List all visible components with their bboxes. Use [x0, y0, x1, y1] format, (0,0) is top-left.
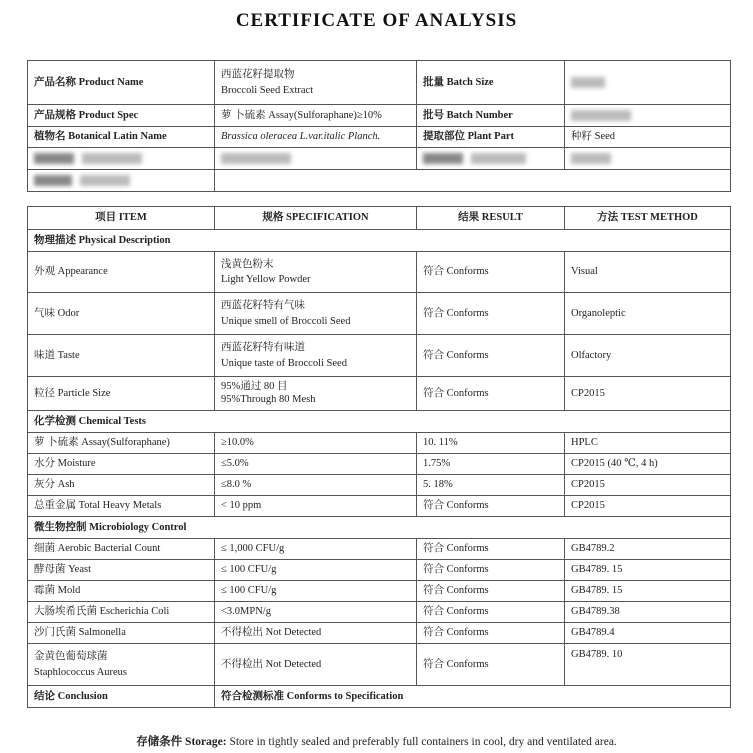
- result-cell: 符合 Conforms: [417, 560, 565, 581]
- product-spec-value: 萝 卜硫素 Assay(Sulforaphane)≥10%: [215, 105, 417, 127]
- empty-cell: [215, 170, 731, 192]
- result-cell: 符合 Conforms: [417, 377, 565, 411]
- item-cell: 细菌 Aerobic Bacterial Count: [28, 539, 215, 560]
- item-cell: 气味 Odor: [28, 293, 215, 335]
- table-row: [28, 475, 731, 496]
- redacted-value: [565, 148, 731, 170]
- method-cell: CP2015 (40 ℃, 4 h): [565, 454, 731, 475]
- item-cell: 总重金属 Total Heavy Metals: [28, 496, 215, 517]
- header-test-method: 方法 TEST METHOD: [565, 207, 731, 230]
- spec-en: Light Yellow Powder: [221, 274, 311, 285]
- redacted-label: [28, 148, 215, 170]
- method-cell: Organoleptic: [565, 293, 731, 335]
- product-name-en: Broccoli Seed Extract: [221, 84, 314, 96]
- method-cell: GB4789.38: [565, 602, 731, 623]
- product-spec-label: 产品规格 Product Spec: [28, 105, 215, 127]
- item-cell: [28, 644, 215, 686]
- header-specification: 规格 SPECIFICATION: [215, 207, 417, 230]
- item-cell: 沙门氏菌 Salmonella: [28, 623, 215, 644]
- conclusion-row: [28, 686, 731, 708]
- item-cell: 灰分 Ash: [28, 475, 215, 496]
- botanical-name-value: Brassica oleracea L.var.italic Planch.: [215, 127, 417, 148]
- spec-cell: [215, 293, 417, 335]
- table-row: [28, 602, 731, 623]
- table-row: [28, 539, 731, 560]
- redacted-label: [417, 148, 565, 170]
- analysis-table: [27, 206, 731, 708]
- spec-cell: ≤ 100 CFU/g: [215, 560, 417, 581]
- spec-cell: [215, 377, 417, 411]
- spec-cell: <3.0MPN/g: [215, 602, 417, 623]
- result-cell: 符合 Conforms: [417, 252, 565, 293]
- item-cn: 金黄色葡萄球菌: [34, 651, 108, 663]
- plant-part-label: 提取部位 Plant Part: [417, 127, 565, 148]
- method-cell: GB4789. 10: [565, 644, 731, 686]
- batch-size-label: 批量 Batch Size: [417, 61, 565, 105]
- item-cell: 酵母菌 Yeast: [28, 560, 215, 581]
- product-info-table: [27, 60, 731, 192]
- spec-en: 95%Through 80 Mesh: [221, 393, 316, 405]
- table-header-row: [28, 207, 731, 230]
- result-cell: 符合 Conforms: [417, 581, 565, 602]
- storage-label: 存储条件 Storage:: [136, 736, 227, 748]
- spec-cell: < 10 ppm: [215, 496, 417, 517]
- spec-cn: 95%通过 80 目: [221, 380, 288, 392]
- spec-cell: ≤ 100 CFU/g: [215, 581, 417, 602]
- conclusion-value: 符合检测标准 Conforms to Specification: [215, 686, 731, 708]
- item-cell: 味道 Taste: [28, 335, 215, 377]
- method-cell: CP2015: [565, 377, 731, 411]
- spec-cell: 不得检出 Not Detected: [215, 623, 417, 644]
- method-cell: HPLC: [565, 433, 731, 454]
- item-cell: 外观 Appearance: [28, 252, 215, 293]
- section-microbiology: 微生物控制 Microbiology Control: [28, 517, 731, 539]
- item-en: Staphlococcus Aureus: [34, 666, 128, 678]
- spec-cn: 西蓝花籽特有味道: [221, 342, 305, 354]
- product-name-label: 产品名称 Product Name: [28, 61, 215, 105]
- result-cell: 符合 Conforms: [417, 602, 565, 623]
- result-cell: 符合 Conforms: [417, 293, 565, 335]
- method-cell: GB4789. 15: [565, 581, 731, 602]
- table-row: [28, 454, 731, 475]
- batch-size-value: [565, 61, 731, 105]
- result-cell: 1.75%: [417, 454, 565, 475]
- result-cell: 符合 Conforms: [417, 539, 565, 560]
- table-row: [28, 377, 731, 411]
- result-cell: 符合 Conforms: [417, 644, 565, 686]
- section-physical: 物理描述 Physical Description: [28, 230, 731, 252]
- item-cell: 霉菌 Mold: [28, 581, 215, 602]
- item-cell: 粒径 Particle Size: [28, 377, 215, 411]
- batch-number-value: [565, 105, 731, 127]
- spec-cell: ≤5.0%: [215, 454, 417, 475]
- item-cell: 萝 卜硫素 Assay(Sulforaphane): [28, 433, 215, 454]
- section-chemical: 化学检测 Chemical Tests: [28, 411, 731, 433]
- table-row: [28, 293, 731, 335]
- table-row: [28, 496, 731, 517]
- spec-cell: [215, 335, 417, 377]
- batch-number-label: 批号 Batch Number: [417, 105, 565, 127]
- result-cell: 10. 11%: [417, 433, 565, 454]
- botanical-name-label: 植物名 Botanical Latin Name: [28, 127, 215, 148]
- spec-cell: ≤8.0 %: [215, 475, 417, 496]
- result-cell: 符合 Conforms: [417, 335, 565, 377]
- spec-cell: [215, 252, 417, 293]
- header-item: 项目 ITEM: [28, 207, 215, 230]
- result-cell: 符合 Conforms: [417, 496, 565, 517]
- product-name-value: [215, 61, 417, 105]
- spec-cell: ≥10.0%: [215, 433, 417, 454]
- storage-note: [0, 733, 753, 749]
- method-cell: GB4789.4: [565, 623, 731, 644]
- redacted-value: [215, 148, 417, 170]
- item-cell: 水分 Moisture: [28, 454, 215, 475]
- result-cell: 5. 18%: [417, 475, 565, 496]
- method-cell: CP2015: [565, 496, 731, 517]
- method-cell: Olfactory: [565, 335, 731, 377]
- spec-en: Unique smell of Broccoli Seed: [221, 315, 351, 327]
- item-cell: 大肠埃希氏菌 Escherichia Coli: [28, 602, 215, 623]
- spec-cell: 不得检出 Not Detected: [215, 644, 417, 686]
- method-cell: CP2015: [565, 475, 731, 496]
- spec-cell: ≤ 1,000 CFU/g: [215, 539, 417, 560]
- spec-cn: 西蓝花籽特有气味: [221, 300, 305, 312]
- method-cell: GB4789.2: [565, 539, 731, 560]
- redacted-label: [28, 170, 215, 192]
- product-name-cn: 西蓝花籽提取物: [221, 69, 295, 81]
- storage-text: Store in tightly sealed and preferably full containers in cool, dry and ventilated area.: [229, 736, 617, 748]
- method-cell: GB4789. 15: [565, 560, 731, 581]
- table-row: [28, 560, 731, 581]
- table-row: [28, 581, 731, 602]
- spec-cn: 浅黄色粉末: [221, 258, 274, 270]
- conclusion-label: 结论 Conclusion: [28, 686, 215, 708]
- header-result: 结果 RESULT: [417, 207, 565, 230]
- table-row: [28, 433, 731, 454]
- plant-part-value: 种籽 Seed: [565, 127, 731, 148]
- table-row: [28, 335, 731, 377]
- document-title: CERTIFICATE OF ANALYSIS: [235, 10, 518, 31]
- method-cell: Visual: [565, 252, 731, 293]
- table-row: [28, 623, 731, 644]
- table-row: [28, 252, 731, 293]
- spec-en: Unique taste of Broccoli Seed: [221, 357, 347, 369]
- table-row: [28, 644, 731, 686]
- result-cell: 符合 Conforms: [417, 623, 565, 644]
